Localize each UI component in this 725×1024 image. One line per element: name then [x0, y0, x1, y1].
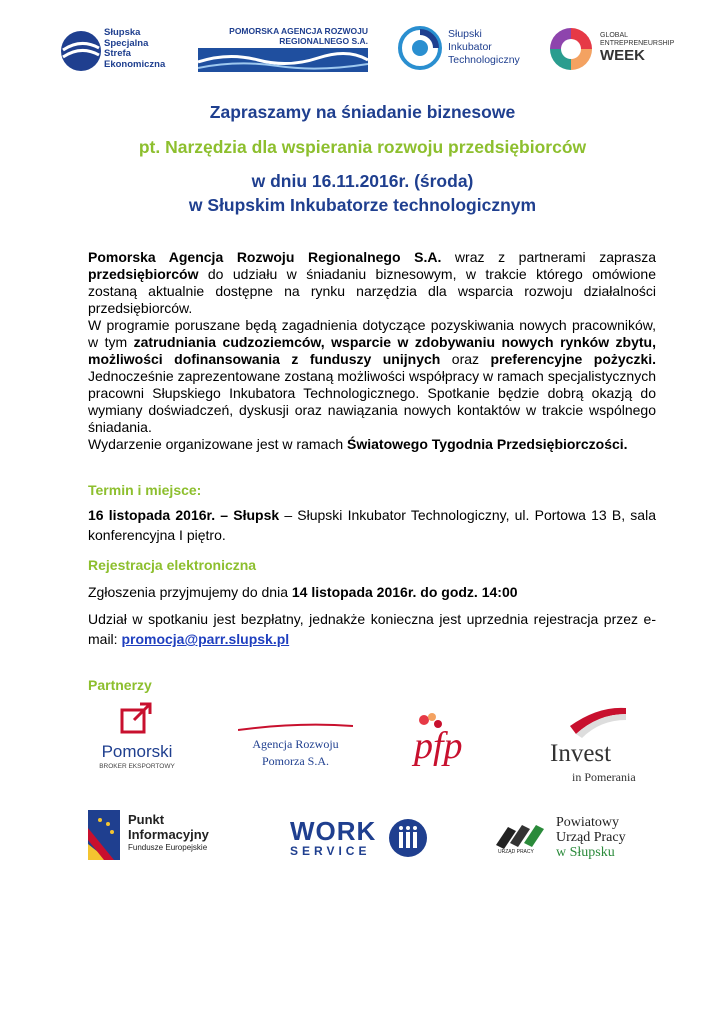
sit-line1: Słupski: [448, 28, 482, 40]
pup-badge: URZĄD PRACY: [498, 849, 534, 855]
work-service-logo: [288, 818, 433, 862]
email-link[interactable]: promocja@parr.slupsk.pl: [121, 631, 290, 647]
pife-line1: Punkt: [128, 812, 165, 827]
intro-paragraph-3: Wydarzenie organizowane jest w ramach Światowego Tygodnia Przedsiębiorczości.: [88, 436, 628, 452]
sse-line1: Słupska: [104, 27, 141, 38]
intro-paragraph-1: Pomorska Agencja Rozwoju Regionalnego S.A. wraz z partnerami zaprasza przedsiębiorców do udziału w śniadaniu biznesowym, w trakcie którego omówione zostaną aktualnie dostępne na rynku narzędzia dla wsparcia rozwoju działalności przedsiębiorców.: [88, 249, 656, 316]
parr-line1: POMORSKA AGENCJA ROZWOJU: [229, 26, 368, 36]
arp-line2: Pomorza S.A.: [262, 754, 329, 768]
parr-name: Pomorska Agencja Rozwoju Regionalnego S.A.: [88, 249, 442, 265]
title-line4: w Słupskim Inkubatorze technologicznym: [188, 195, 537, 215]
invest-name: Invest: [550, 740, 612, 767]
termin-heading: Termin i miejsce:: [88, 482, 202, 498]
arp-swoosh-icon: [238, 722, 353, 732]
gew-line2: ENTREPRENEURSHIP: [600, 40, 675, 47]
sit-line3: Technologiczny: [448, 54, 520, 66]
pomorski-logo: [92, 700, 182, 780]
pup-books-icon: [494, 823, 550, 849]
gew-globe-icon: [548, 26, 594, 72]
pife-line3: Fundusze Europejskie: [128, 843, 208, 852]
title-line1: Zapraszamy na śniadanie biznesowe: [209, 102, 516, 122]
parr-logo: [198, 26, 368, 72]
sse-line4: Ekonomiczna: [104, 58, 166, 70]
title-line2: pt. Narzędzia dla wspierania rozwoju przedsiębiorców: [138, 137, 587, 157]
pomorski-arrow-icon: [118, 700, 154, 736]
sse-line3: Strefa: [104, 48, 131, 59]
pup-logo: [494, 815, 654, 867]
sse-logo: [60, 28, 180, 76]
invest-flag-icon: [568, 706, 628, 740]
work-line2: SERVICE: [290, 844, 371, 858]
pomorski-sub: BROKER EKSPORTOWY: [99, 763, 175, 770]
pife-line2: Informacyjny: [128, 827, 209, 842]
pfp-name: pfp: [414, 725, 463, 767]
title-line3: w dniu 16.11.2016r. (środa): [251, 171, 474, 191]
sse-emblem-icon: [60, 30, 102, 72]
termin-text: 16 listopada 2016r. – Słupsk – Słupski Inkubator Technologiczny, ul. Portowa 13 B, sala konferencyjna I piętro.: [88, 507, 656, 543]
work-service-emblem-icon: [388, 818, 428, 858]
invest-logo: [548, 706, 658, 782]
sse-line2: Specjalna: [104, 37, 149, 49]
parr-line2: REGIONALNEGO S.A.: [279, 36, 368, 46]
pup-line2: Urząd Pracy: [556, 830, 626, 845]
rejestracja-heading: Rejestracja elektroniczna: [88, 557, 257, 573]
eu-stars-icon: [88, 810, 120, 860]
pife-logo: [88, 810, 238, 860]
arp-logo: [238, 722, 353, 772]
pup-line3: w Słupsku: [556, 845, 615, 860]
partners-heading: Partnerzy: [88, 677, 152, 693]
intro-paragraph-2: W programie poruszane będą zagadnienia dotyczące pozyskiwania nowych pracowników, w tym zatrudniania cudzoziemców, wsparcie w zdobywaniu nowych rynków zbytu, możliwości dofinansowania z funduszy unijnych oraz preferencyjne pożyczki. Jednocześnie zaprezentowane zostaną możliwości współpracy w ramach specjalistycznych pracowni Słupskiego Inkubatora Technologicznego. Spotkanie będzie dobrą okazją do wymiany doświadczeń, dyskusji oraz nawiązania nowych kontaktów w trakcie wspólnego śniadania.: [88, 317, 657, 435]
parr-wave-icon: [198, 48, 368, 72]
pup-line1: Powiatowy: [556, 815, 619, 830]
gew-line3: WEEK: [600, 47, 645, 64]
sit-line2: Inkubator: [448, 41, 492, 53]
arp-line1: Agencja Rozwoju: [252, 737, 339, 751]
rejestracja-deadline: Zgłoszenia przyjmujemy do dnia 14 listopada 2016r. do godz. 14:00: [88, 584, 518, 600]
rejestracja-info: Udział w spotkaniu jest bezpłatny, jednakże konieczna jest uprzednia rejestracja przez e-mail: promocja@parr.slupsk.pl: [88, 611, 656, 647]
gew-line1: GLOBAL: [600, 32, 629, 39]
gew-logo: [548, 26, 688, 74]
pfp-logo: [414, 712, 486, 772]
sit-emblem-icon: [398, 26, 442, 70]
sit-logo: [398, 26, 538, 74]
work-line1: WORK: [290, 816, 377, 846]
pomorski-name: Pomorski: [101, 742, 173, 761]
invest-sub: in Pomerania: [572, 770, 636, 784]
